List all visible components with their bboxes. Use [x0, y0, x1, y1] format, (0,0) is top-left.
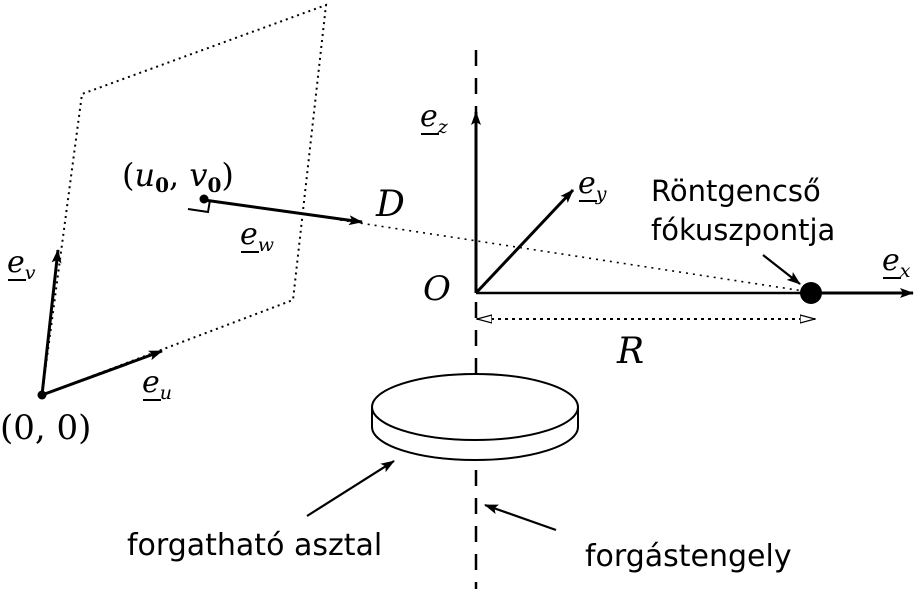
label-distance-d: D: [376, 184, 405, 225]
svg-text:ev: $e_v$: [7, 245, 36, 284]
svg-text:ew: $e_w$: [240, 217, 275, 256]
label-e-y: [578, 166, 607, 205]
axis-pointer-arrow: [485, 505, 556, 530]
focal-spot: [800, 282, 822, 304]
svg-text:ex: $e_x$: [882, 243, 911, 282]
label-rotation-axis: forgástengely: [585, 539, 792, 574]
label-e-v: [7, 245, 36, 284]
label-origin-o: O: [423, 269, 451, 309]
svg-text:eu: $e_u$: [142, 365, 173, 404]
detector-plane: [42, 5, 326, 395]
label-e-w: [240, 217, 274, 256]
turntable-pointer-arrow: [307, 461, 394, 516]
label-e-x: [882, 243, 911, 282]
label-turntable: forgatható asztal: [127, 528, 383, 563]
e-w-arrow: [204, 200, 362, 222]
detector-origin-point: [38, 391, 47, 400]
label-e-u: [142, 365, 172, 404]
svg-text:ey: $e_y$: [578, 166, 607, 205]
label-focal-line1: Röntgencső: [651, 174, 821, 208]
label-origin-uv: (0, 0): [0, 408, 92, 448]
label-u0-v0: (u0, v0): [122, 156, 234, 197]
svg-text:ez: $e_z$: [420, 99, 448, 138]
focal-pointer-arrow: [763, 255, 800, 284]
label-e-z: [420, 99, 449, 138]
turntable-cylinder: [372, 374, 578, 460]
label-distance-r: R: [617, 331, 645, 372]
e-y-arrow: [476, 190, 573, 293]
e-v-arrow: [42, 250, 58, 395]
label-focal-line2: fókuszpontja: [651, 213, 836, 247]
